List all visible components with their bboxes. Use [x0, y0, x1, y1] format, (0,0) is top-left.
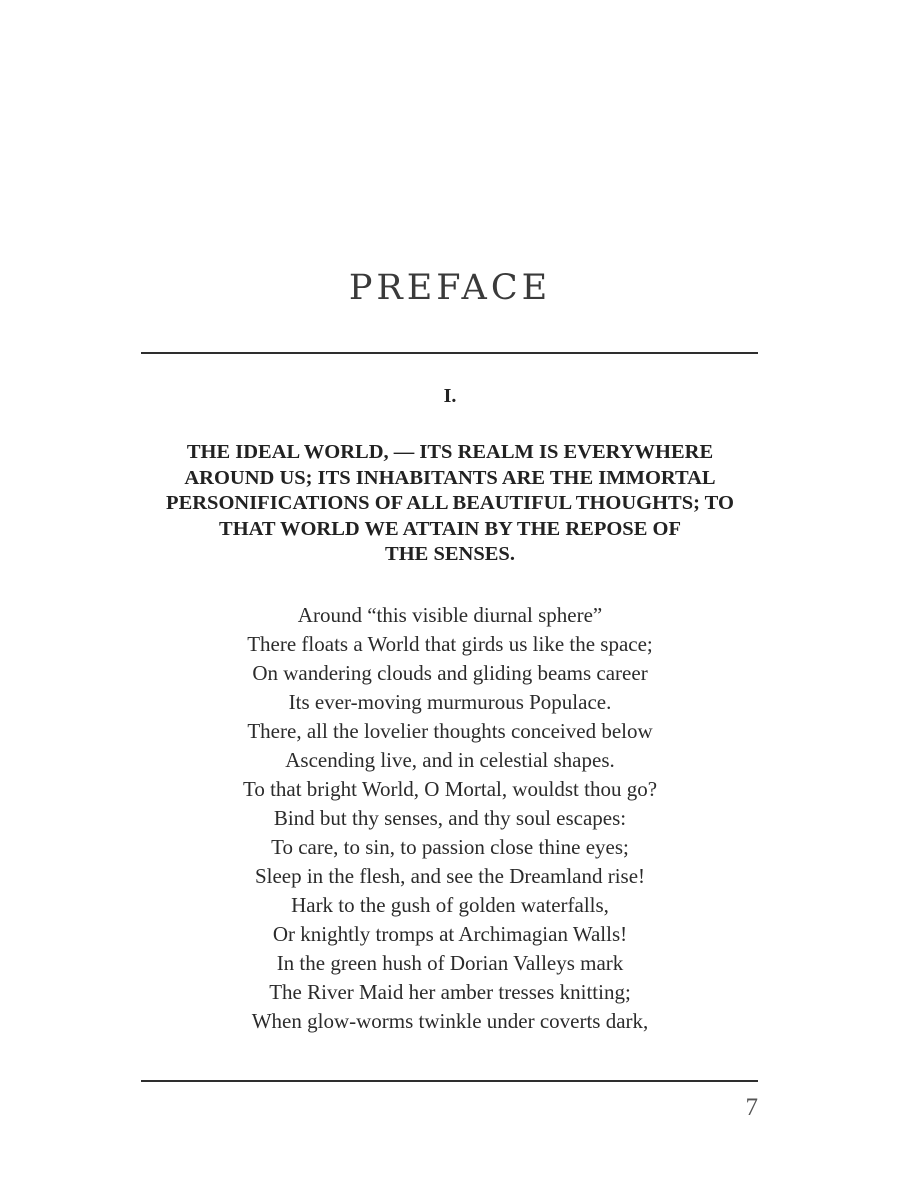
bottom-divider: [141, 1080, 758, 1082]
poem-line: Sleep in the flesh, and see the Dreamland rise!: [254, 864, 646, 888]
poem-line: To care, to sin, to passion close thine eyes;: [271, 835, 629, 859]
section-number: I.: [443, 385, 457, 407]
poem-line: In the green hush of Dorian Valleys mark: [276, 951, 624, 975]
poem-line: Around “this visible diurnal sphere”: [297, 603, 603, 627]
poem-line: There floats a World that girds us like the space;: [247, 632, 653, 656]
poem: [0, 601, 900, 1036]
heading-line: THE SENSES.: [385, 543, 515, 565]
poem-line: On wandering clouds and gliding beams career: [252, 661, 648, 685]
page-title: PREFACE: [348, 268, 552, 308]
poem-line: The River Maid her amber tresses knitting;: [269, 980, 631, 1004]
poem-line: Its ever-moving murmurous Populace.: [288, 690, 612, 714]
heading-line: THAT WORLD WE ATTAIN BY THE REPOSE OF: [219, 517, 681, 540]
poem-line: Bind but thy senses, and thy soul escapes:: [273, 806, 627, 830]
top-divider: [141, 352, 758, 354]
poem-line: There, all the lovelier thoughts conceived below: [247, 719, 653, 743]
poem-line: Hark to the gush of golden waterfalls,: [291, 893, 609, 917]
page-number: 7: [745, 1094, 758, 1121]
poem-line: When glow-worms twinkle under coverts dark,: [251, 1009, 649, 1033]
heading-line: PERSONIFICATIONS OF ALL BEAUTIFUL THOUGHTS; TO: [166, 492, 734, 514]
section-heading: [130, 440, 770, 568]
poem-line: Or knightly tromps at Archimagian Walls!: [272, 922, 628, 946]
poem-line: Ascending live, and in celestial shapes.: [285, 748, 615, 772]
poem-line: To that bright World, O Mortal, wouldst thou go?: [242, 777, 658, 801]
heading-line: THE IDEAL WORLD, — ITS REALM IS EVERYWHERE: [186, 441, 714, 463]
heading-line: AROUND US; ITS INHABITANTS ARE THE IMMORTAL: [184, 466, 716, 489]
